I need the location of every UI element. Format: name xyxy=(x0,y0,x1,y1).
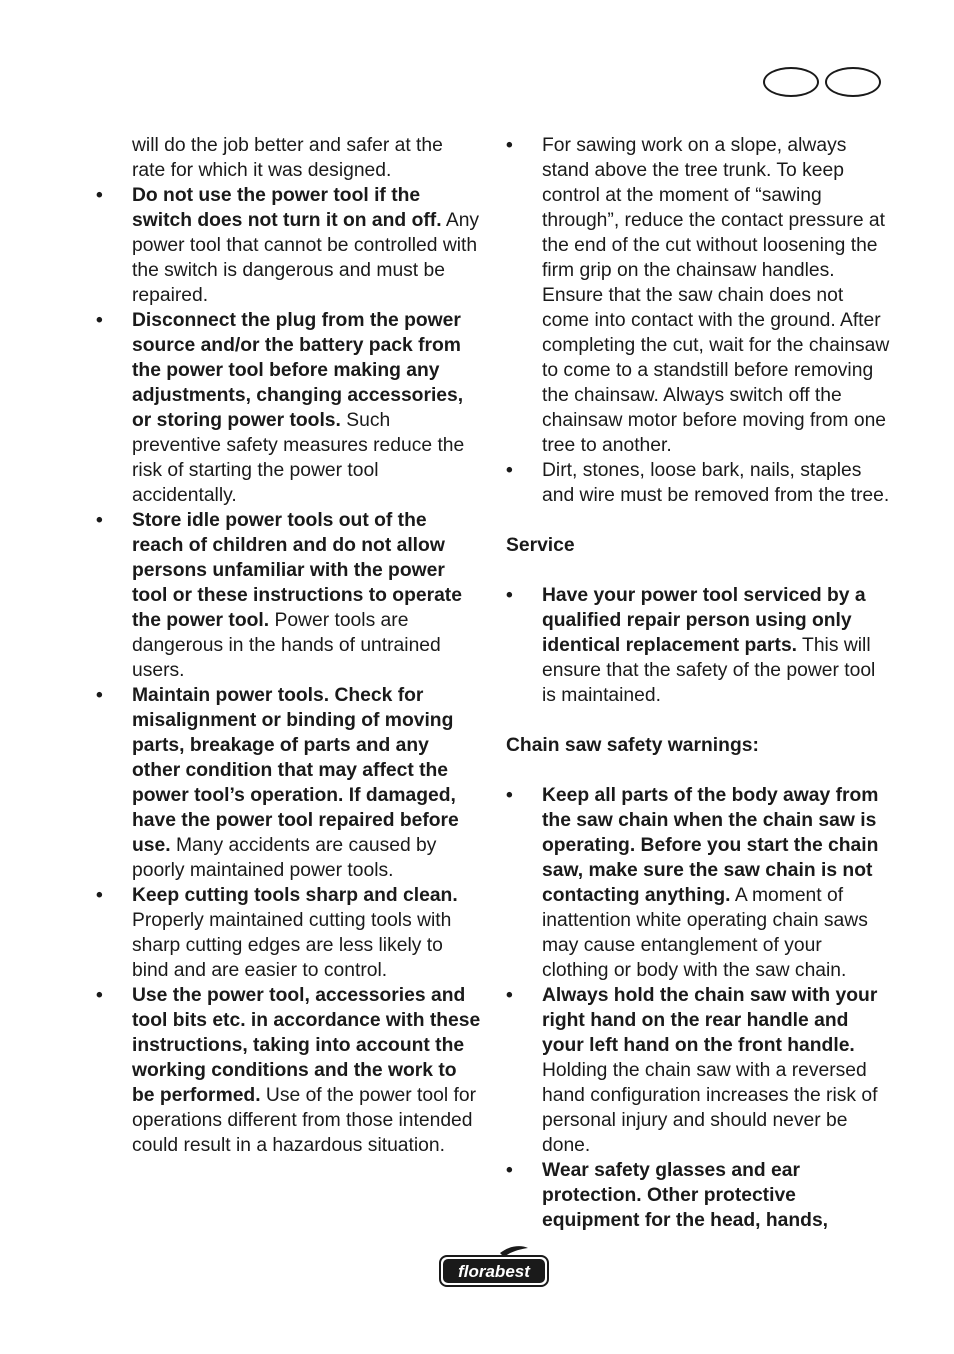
bullet: • xyxy=(506,585,513,606)
item-text: Any power tool that cannot be controlled with the switch is dangerous and must be repaired. xyxy=(132,210,480,306)
item-text: Such preventive safety measures reduce the risk of starting the power tool accidentally. xyxy=(132,410,465,506)
list-item xyxy=(506,783,891,983)
section-heading-service: Service xyxy=(506,535,575,556)
item-bold: Wear safety glasses and ear protection. Other protective equipment for the head, hands, xyxy=(542,1160,829,1231)
left-column xyxy=(96,133,481,1158)
list-item xyxy=(96,983,481,1158)
bullet: • xyxy=(96,985,103,1006)
right-column xyxy=(506,133,891,1233)
item-text: Many accidents are caused by poorly maintained power tools. xyxy=(132,835,437,881)
list-item xyxy=(506,458,891,508)
language-badge-2 xyxy=(825,67,881,97)
language-badge-1 xyxy=(763,67,819,97)
item-bold: Disconnect the plug from the power source and/or the battery pack from the power tool before making any adjustments, changing accessories, or storing power tools. xyxy=(132,310,464,431)
bullet: • xyxy=(506,1160,513,1181)
section-heading-chainsaw: Chain saw safety warnings: xyxy=(506,735,759,756)
bullet: • xyxy=(96,885,103,906)
bullet: • xyxy=(96,685,103,706)
bullet: • xyxy=(506,460,513,481)
brand-name: florabest xyxy=(458,1262,530,1281)
item-bold: Maintain power tools. Check for misalignment or binding of moving parts, breakage of parts and any other condition that may affect the power tool’s operation. If damaged, have the power tool repaired before use. xyxy=(132,685,459,856)
bullet: • xyxy=(506,135,513,156)
list-item xyxy=(506,583,891,708)
list-item xyxy=(506,133,891,458)
florabest-logo xyxy=(438,1244,550,1288)
item-text: Power tools are dangerous in the hands of untrained users. xyxy=(132,610,441,681)
item-bold: Use the power tool, accessories and tool bits etc. in accordance with these instructions, taking into account the working conditions and the work to be performed. xyxy=(132,985,481,1106)
item-text: Use of the power tool for operations different from those intended could result in a hazardous situation. xyxy=(132,1085,476,1156)
item-bold: Store idle power tools out of the reach of children and do not allow persons unfamiliar with the power tool or these instructions to operate the power tool. xyxy=(132,510,462,631)
item-text: For sawing work on a slope, always stand above the tree trunk. To keep control at the moment of “sawing through”, reduce the contact pressure at the end of the cut without loosening the firm grip on the chainsaw handles. Ensure that the saw chain does not come into contact with the ground. After completing the cut, wait for the chainsaw to come to a standstill before removing the chainsaw. Always switch off the chainsaw motor before moving from one tree to another. xyxy=(542,135,890,456)
bullet: • xyxy=(96,310,103,331)
item-text: Properly maintained cutting tools with sharp cutting edges are less likely to bind and are easier to control. xyxy=(132,910,452,981)
list-item xyxy=(96,883,481,983)
list-item xyxy=(96,508,481,683)
item-text: This will ensure that the safety of the power tool is maintained. xyxy=(542,635,876,706)
item-bold: Keep cutting tools sharp and clean. xyxy=(132,885,458,906)
item-bold: Do not use the power tool if the switch does not turn it on and off. xyxy=(132,185,442,231)
list-item xyxy=(96,683,481,883)
list-item xyxy=(506,1158,891,1233)
list-item xyxy=(96,308,481,508)
list-item xyxy=(506,983,891,1158)
bullet: • xyxy=(506,985,513,1006)
bullet: • xyxy=(96,510,103,531)
bullet: • xyxy=(96,185,103,206)
item-bold: Keep all parts of the body away from the saw chain when the chain saw is operating. Before you start the chain saw, make sure the saw chain is not contacting anything. xyxy=(542,785,879,906)
item-bold: Always hold the chain saw with your right hand on the rear handle and your left hand on the front handle. xyxy=(542,985,878,1056)
item-text: Holding the chain saw with a reversed hand configuration increases the risk of personal injury and should never be done. xyxy=(542,1060,878,1156)
item-text: A moment of inattention white operating chain saws may cause entanglement of your clothing or body with the saw chain. xyxy=(542,885,868,981)
list-item xyxy=(96,183,481,308)
language-badges xyxy=(763,67,881,97)
bullet: • xyxy=(506,785,513,806)
continuation-text: will do the job better and safer at the rate for which it was designed. xyxy=(132,135,443,181)
item-text: Dirt, stones, loose bark, nails, staples and wire must be removed from the tree. xyxy=(542,460,890,506)
item-bold: Have your power tool serviced by a qualified repair person using only identical replacement parts. xyxy=(542,585,866,656)
